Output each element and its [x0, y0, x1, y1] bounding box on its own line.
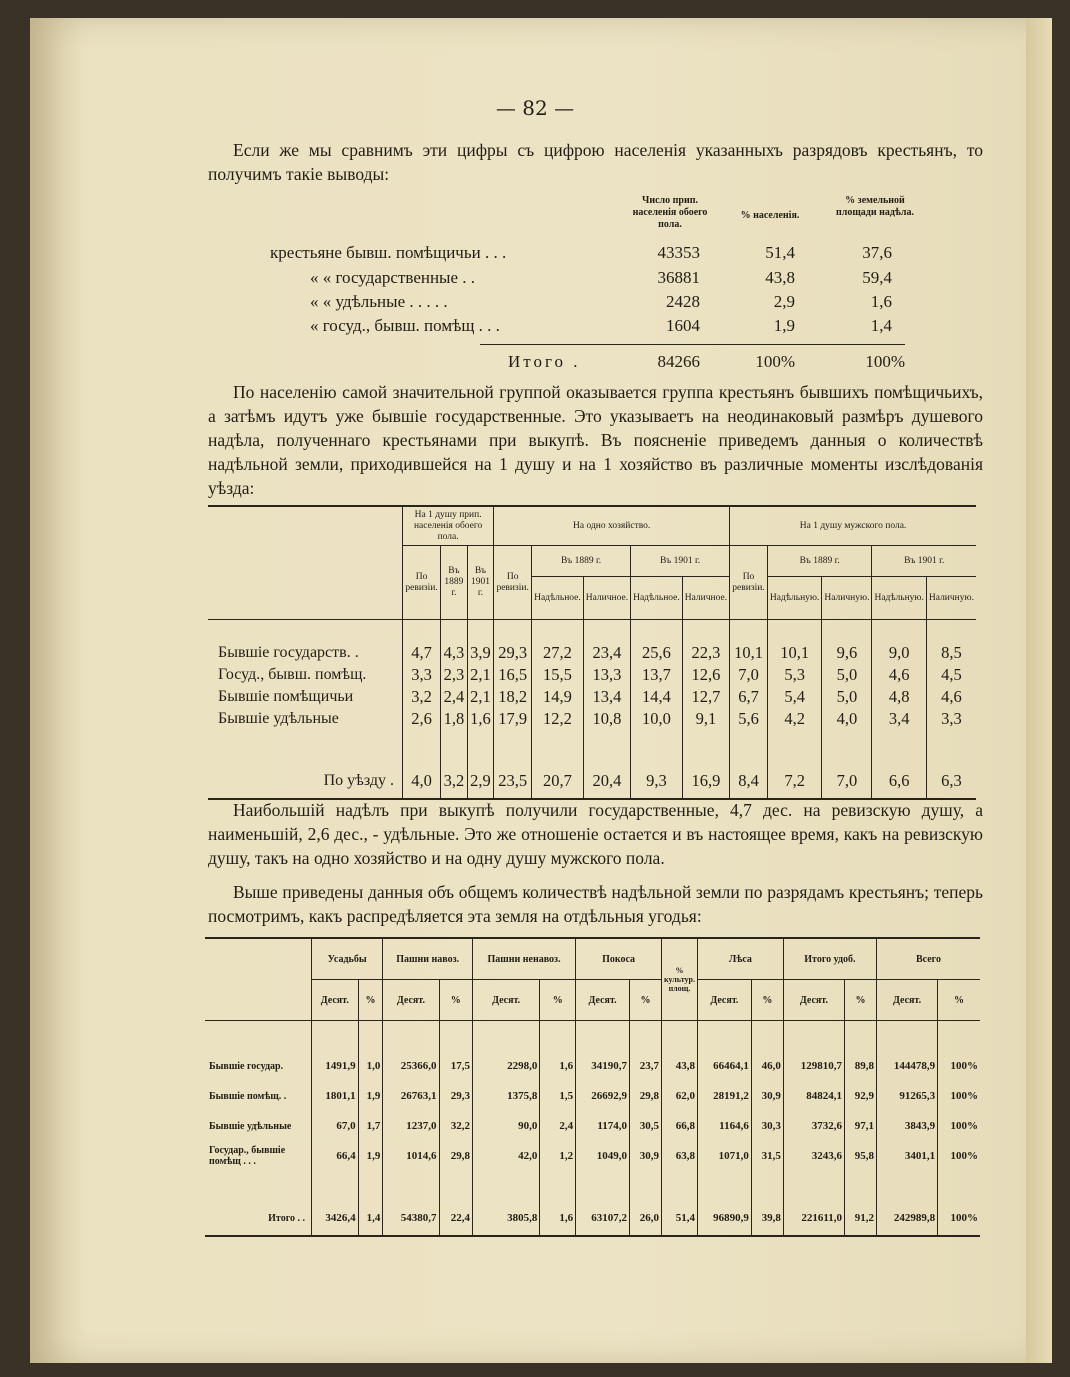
total-cell: 221611,0: [783, 1201, 844, 1236]
t1-sub: Въ 1889 г.: [532, 546, 631, 577]
t2-sub-header: %: [629, 980, 661, 1021]
paragraph-3: Наибольшій надѣлъ при выкупѣ получили государственные, 4,7 дес. на ревизскую душу, а наименьшій, 2,6 дес., - удѣльные. Это же отношеніе остается и въ настоящее время, какъ на ревизскую душу, такъ на одно хозяйство и на одну душу мужского пола.: [208, 800, 983, 868]
total-cell: 16,9: [682, 764, 729, 799]
total-cell: 26,0: [629, 1201, 661, 1236]
cell: 7,0: [730, 664, 768, 686]
total-cell: 39,8: [751, 1201, 783, 1236]
pop-percent-total: 100%: [755, 352, 795, 371]
cell: 95,8: [844, 1141, 876, 1171]
cell: 5,6: [730, 708, 768, 730]
total-cell: 51,4: [662, 1201, 698, 1236]
t2-sub-header: %: [844, 980, 876, 1021]
cell: 1,7: [358, 1111, 383, 1141]
cell: 1491,9: [312, 1051, 359, 1081]
t1-sub: Наличное.: [583, 577, 630, 620]
total-cell: 7,0: [822, 764, 872, 799]
cell: 23,7: [629, 1051, 661, 1081]
cell: 1,6: [467, 708, 494, 730]
land-percent-value: 37,6: [862, 243, 892, 262]
t2-sub-header: %: [938, 980, 980, 1021]
total-cell: 20,7: [532, 764, 584, 799]
cell: 46,0: [751, 1051, 783, 1081]
t1-sub: Наличную.: [926, 577, 976, 620]
t1-sub: По ревизіи.: [403, 546, 441, 620]
page-number: — 82 —: [495, 96, 575, 120]
t2-sub-header: %: [540, 980, 576, 1021]
land-row: [205, 1051, 980, 1081]
population-value: 1604: [666, 316, 700, 335]
t2-group-header: % культур. площ.: [662, 938, 698, 1021]
land-percent-total: 100%: [865, 352, 905, 371]
cell: 25366,0: [383, 1051, 439, 1081]
allotment-row: [208, 642, 976, 664]
t1-sub: Въ 1901 г.: [467, 546, 494, 620]
t1-sub: Въ 1889 г.: [441, 546, 468, 620]
cell: 66,4: [312, 1141, 359, 1171]
cell: 129810,7: [783, 1051, 844, 1081]
cell: 3,4: [872, 708, 926, 730]
row-label: « « удѣльные . . . . .: [310, 292, 448, 311]
cell: 32,2: [439, 1111, 472, 1141]
t2-group-header: Усадьбы: [312, 938, 383, 980]
cell: 4,2: [767, 708, 821, 730]
t2-sub-header: %: [439, 980, 472, 1021]
cell: 30,3: [751, 1111, 783, 1141]
row-label: Бывшіе помѣщичьи: [218, 688, 354, 705]
col-header-pop-percent: % населенія.: [740, 210, 800, 221]
cell: 12,6: [682, 664, 729, 686]
row-label: Бывшіе государ.: [209, 1060, 284, 1072]
cell: 42,0: [472, 1141, 539, 1171]
land-row: [205, 1141, 980, 1171]
total-cell: 2,9: [467, 764, 494, 799]
cell: 17,9: [494, 708, 532, 730]
t2-group-header: Всего: [877, 938, 981, 980]
cell: 5,4: [767, 686, 821, 708]
population-value: 43353: [657, 243, 700, 262]
total-cell: 7,2: [767, 764, 821, 799]
cell: 12,7: [682, 686, 729, 708]
cell: 2,1: [467, 686, 494, 708]
cell: 4,0: [822, 708, 872, 730]
cell: 29,3: [494, 642, 532, 664]
pop-percent-value: 43,8: [765, 268, 795, 287]
cell: 16,5: [494, 664, 532, 686]
land-percent-value: 1,4: [870, 316, 892, 335]
land-percent-value: 1,6: [870, 292, 892, 311]
land-row: [205, 1111, 980, 1141]
population-value: 36881: [657, 268, 700, 287]
total-cell: 8,4: [730, 764, 768, 799]
cell: 1801,1: [312, 1081, 359, 1111]
total-cell: 1,4: [358, 1201, 383, 1236]
cell: 17,5: [439, 1051, 472, 1081]
total-cell: 63107,2: [576, 1201, 630, 1236]
t1-group-2: На одно хозяйство.: [494, 506, 730, 546]
cell: 3843,9: [877, 1111, 938, 1141]
cell: 1,8: [441, 708, 468, 730]
cell: 3,3: [926, 708, 976, 730]
t2-sub-header: Десят.: [877, 980, 938, 1021]
total-cell: 23,5: [494, 764, 532, 799]
cell: 1,0: [358, 1051, 383, 1081]
cell: 13,3: [583, 664, 630, 686]
t2-sub-header: Десят.: [783, 980, 844, 1021]
t1-group-3: На 1 душу мужского пола.: [730, 506, 976, 546]
cell: 34190,7: [576, 1051, 630, 1081]
population-value: 2428: [666, 292, 700, 311]
cell: 43,8: [662, 1051, 698, 1081]
cell: 1014,6: [383, 1141, 439, 1171]
cell: 92,9: [844, 1081, 876, 1111]
allotment-table: [208, 505, 976, 800]
t1-sub: Наличную.: [822, 577, 872, 620]
cell: 3243,6: [783, 1141, 844, 1171]
cell: 27,2: [532, 642, 584, 664]
cell: 14,9: [532, 686, 584, 708]
row-label: Госуд., бывш. помѣщ.: [218, 666, 367, 683]
cell: 3,9: [467, 642, 494, 664]
cell: 62,0: [662, 1081, 698, 1111]
cell: 22,3: [682, 642, 729, 664]
total-cell: 22,4: [439, 1201, 472, 1236]
cell: 3401,1: [877, 1141, 938, 1171]
cell: 97,1: [844, 1111, 876, 1141]
cell: 100%: [938, 1051, 980, 1081]
total-cell: 1,6: [540, 1201, 576, 1236]
t2-group-header: Итого удоб.: [783, 938, 876, 980]
cell: 26692,9: [576, 1081, 630, 1111]
paragraph-2: По населенію самой значительной группой оказывается группа крестьянъ бывшихъ помѣщичьихъ, а затѣмъ идутъ уже бывшіе государственные. Это указываетъ на неодинаковый размѣръ душевого надѣла, полученнаго крестьянами при выкупѣ. Въ поясненіе приведемъ данныя о количествѣ надѣльной земли, приходившейся на 1 душу и на 1 хозяйство въ различные моменты изслѣдованія уѣзда:: [208, 382, 983, 498]
t1-sub: По ревизіи.: [730, 546, 768, 620]
total-cell: 91,2: [844, 1201, 876, 1236]
allotment-row: [208, 664, 976, 686]
t1-sub: Въ 1901 г.: [872, 546, 976, 577]
cell: 100%: [938, 1141, 980, 1171]
cell: 1071,0: [697, 1141, 751, 1171]
row-label: Бывшіе удѣльные: [218, 710, 339, 727]
cell: 84824,1: [783, 1081, 844, 1111]
cell: 28191,2: [697, 1081, 751, 1111]
cell: 2298,0: [472, 1051, 539, 1081]
total-cell: 3426,4: [312, 1201, 359, 1236]
cell: 4,8: [872, 686, 926, 708]
cell: 144478,9: [877, 1051, 938, 1081]
cell: 2,4: [540, 1111, 576, 1141]
col-header-land-percent: % земельной площади надѣла.: [835, 195, 915, 218]
row-label: Государ., бывшіе помѣщ . . .: [209, 1145, 286, 1167]
cell: 4,3: [441, 642, 468, 664]
t2-sub-header: Десят.: [472, 980, 539, 1021]
cell: 13,4: [583, 686, 630, 708]
cell: 5,3: [767, 664, 821, 686]
cell: 89,8: [844, 1051, 876, 1081]
t2-sub-header: %: [751, 980, 783, 1021]
total-cell: 4,0: [403, 764, 441, 799]
cell: 2,6: [403, 708, 441, 730]
total-cell: 3,2: [441, 764, 468, 799]
t1-group-1: На 1 душу прип. населенія обоего пола.: [403, 506, 494, 546]
cell: 18,2: [494, 686, 532, 708]
t1-sub: Въ 1889 г.: [767, 546, 872, 577]
total-label: Итого . .: [268, 1212, 305, 1224]
cell: 1,2: [540, 1141, 576, 1171]
cell: 1237,0: [383, 1111, 439, 1141]
total-cell: 3805,8: [472, 1201, 539, 1236]
land-use-table: [205, 937, 980, 1237]
cell: 26763,1: [383, 1081, 439, 1111]
cell: 4,6: [926, 686, 976, 708]
land-percent-value: 59,4: [862, 268, 892, 287]
total-cell: 6,6: [872, 764, 926, 799]
allotment-row: [208, 708, 976, 730]
cell: 1375,8: [472, 1081, 539, 1111]
land-row: [205, 1081, 980, 1111]
cell: 9,6: [822, 642, 872, 664]
cell: 1,5: [540, 1081, 576, 1111]
t1-sub: Наличное.: [682, 577, 729, 620]
paragraph-4: Выше приведены данныя объ общемъ количествѣ надѣльной земли по разрядамъ крестьянъ; теперь посмотримъ, какъ распредѣляется эта земля на отдѣльныя угодья:: [208, 882, 983, 926]
cell: 3,3: [403, 664, 441, 686]
total-cell: 54380,7: [383, 1201, 439, 1236]
cell: 100%: [938, 1111, 980, 1141]
cell: 1,9: [358, 1081, 383, 1111]
cell: 15,5: [532, 664, 584, 686]
cell: 5,0: [822, 686, 872, 708]
cell: 29,8: [629, 1081, 661, 1111]
t2-group-header: Покоса: [576, 938, 662, 980]
cell: 4,7: [403, 642, 441, 664]
total-cell: 9,3: [631, 764, 683, 799]
t1-sub: Надѣльную.: [872, 577, 926, 620]
cell: 66464,1: [697, 1051, 751, 1081]
cell: 3,2: [403, 686, 441, 708]
population-total: 84266: [657, 352, 700, 371]
t1-sub: Надѣльное.: [631, 577, 683, 620]
cell: 63,8: [662, 1141, 698, 1171]
t2-sub-header: Десят.: [576, 980, 630, 1021]
land-total-row: [205, 1201, 980, 1236]
cell: 90,0: [472, 1111, 539, 1141]
page-edge: [1026, 18, 1052, 1363]
total-cell: 6,3: [926, 764, 976, 799]
cell: 2,1: [467, 664, 494, 686]
t1-sub: По ревизіи.: [494, 546, 532, 620]
row-label: « « государственные . .: [310, 268, 476, 287]
pop-percent-value: 51,4: [765, 243, 795, 262]
cell: 91265,3: [877, 1081, 938, 1111]
cell: 8,5: [926, 642, 976, 664]
t2-sub-header: Десят.: [312, 980, 359, 1021]
cell: 4,5: [926, 664, 976, 686]
cell: 12,2: [532, 708, 584, 730]
t1-sub: Надѣльное.: [532, 577, 584, 620]
t2-sub-header: Десят.: [383, 980, 439, 1021]
cell: 2,3: [441, 664, 468, 686]
allotment-row: [208, 686, 976, 708]
cell: 1049,0: [576, 1141, 630, 1171]
cell: 10,1: [730, 642, 768, 664]
t2-group-header: Лѣса: [697, 938, 783, 980]
total-cell: 100%: [938, 1201, 980, 1236]
row-label: Бывшіе помѣщ. .: [209, 1090, 287, 1102]
cell: 30,5: [629, 1111, 661, 1141]
cell: 66,8: [662, 1111, 698, 1141]
total-cell: 20,4: [583, 764, 630, 799]
cell: 9,1: [682, 708, 729, 730]
total-cell: 242989,8: [877, 1201, 938, 1236]
cell: 1,9: [358, 1141, 383, 1171]
cell: 29,3: [439, 1081, 472, 1111]
total-label: По уѣзду .: [323, 772, 394, 789]
row-label: крестьяне бывш. помѣщичьи . . .: [270, 243, 507, 262]
cell: 1164,6: [697, 1111, 751, 1141]
cell: 30,9: [629, 1141, 661, 1171]
total-cell: 96890,9: [697, 1201, 751, 1236]
cell: 5,0: [822, 664, 872, 686]
cell: 9,0: [872, 642, 926, 664]
cell: 29,8: [439, 1141, 472, 1171]
t2-sub-header: Десят.: [697, 980, 751, 1021]
cell: 31,5: [751, 1141, 783, 1171]
pop-percent-value: 1,9: [773, 316, 795, 335]
cell: 1174,0: [576, 1111, 630, 1141]
cell: 23,4: [583, 642, 630, 664]
col-header-population: Число прип. населенія обоего пола.: [632, 195, 708, 230]
allotment-total-row: [208, 764, 976, 799]
intro-paragraph: Если же мы сравнимъ эти цифры съ цифрою населенія указанныхъ разрядовъ крестьянъ, то получимъ такіе выводы:: [208, 140, 983, 184]
cell: 2,4: [441, 686, 468, 708]
cell: 25,6: [631, 642, 683, 664]
cell: 67,0: [312, 1111, 359, 1141]
pop-percent-value: 2,9: [773, 292, 795, 311]
cell: 10,1: [767, 642, 821, 664]
t1-sub: Въ 1901 г.: [631, 546, 730, 577]
cell: 13,7: [631, 664, 683, 686]
t2-group-header: Пашни ненавоз.: [472, 938, 575, 980]
cell: 6,7: [730, 686, 768, 708]
cell: 10,8: [583, 708, 630, 730]
cell: 30,9: [751, 1081, 783, 1111]
row-label: Бывшіе удѣльные: [209, 1120, 292, 1132]
total-rule: [480, 344, 905, 345]
cell: 4,6: [872, 664, 926, 686]
row-label: Бывшіе государств. .: [218, 644, 359, 661]
cell: 100%: [938, 1081, 980, 1111]
cell: 14,4: [631, 686, 683, 708]
cell: 1,6: [540, 1051, 576, 1081]
total-label: Итого .: [508, 352, 581, 371]
row-label: « госуд., бывш. помѣщ . . .: [310, 316, 500, 335]
t2-group-header: Пашни навоз.: [383, 938, 473, 980]
cell: 10,0: [631, 708, 683, 730]
t1-sub: Надѣльную.: [767, 577, 821, 620]
cell: 3732,6: [783, 1111, 844, 1141]
t2-sub-header: %: [358, 980, 383, 1021]
